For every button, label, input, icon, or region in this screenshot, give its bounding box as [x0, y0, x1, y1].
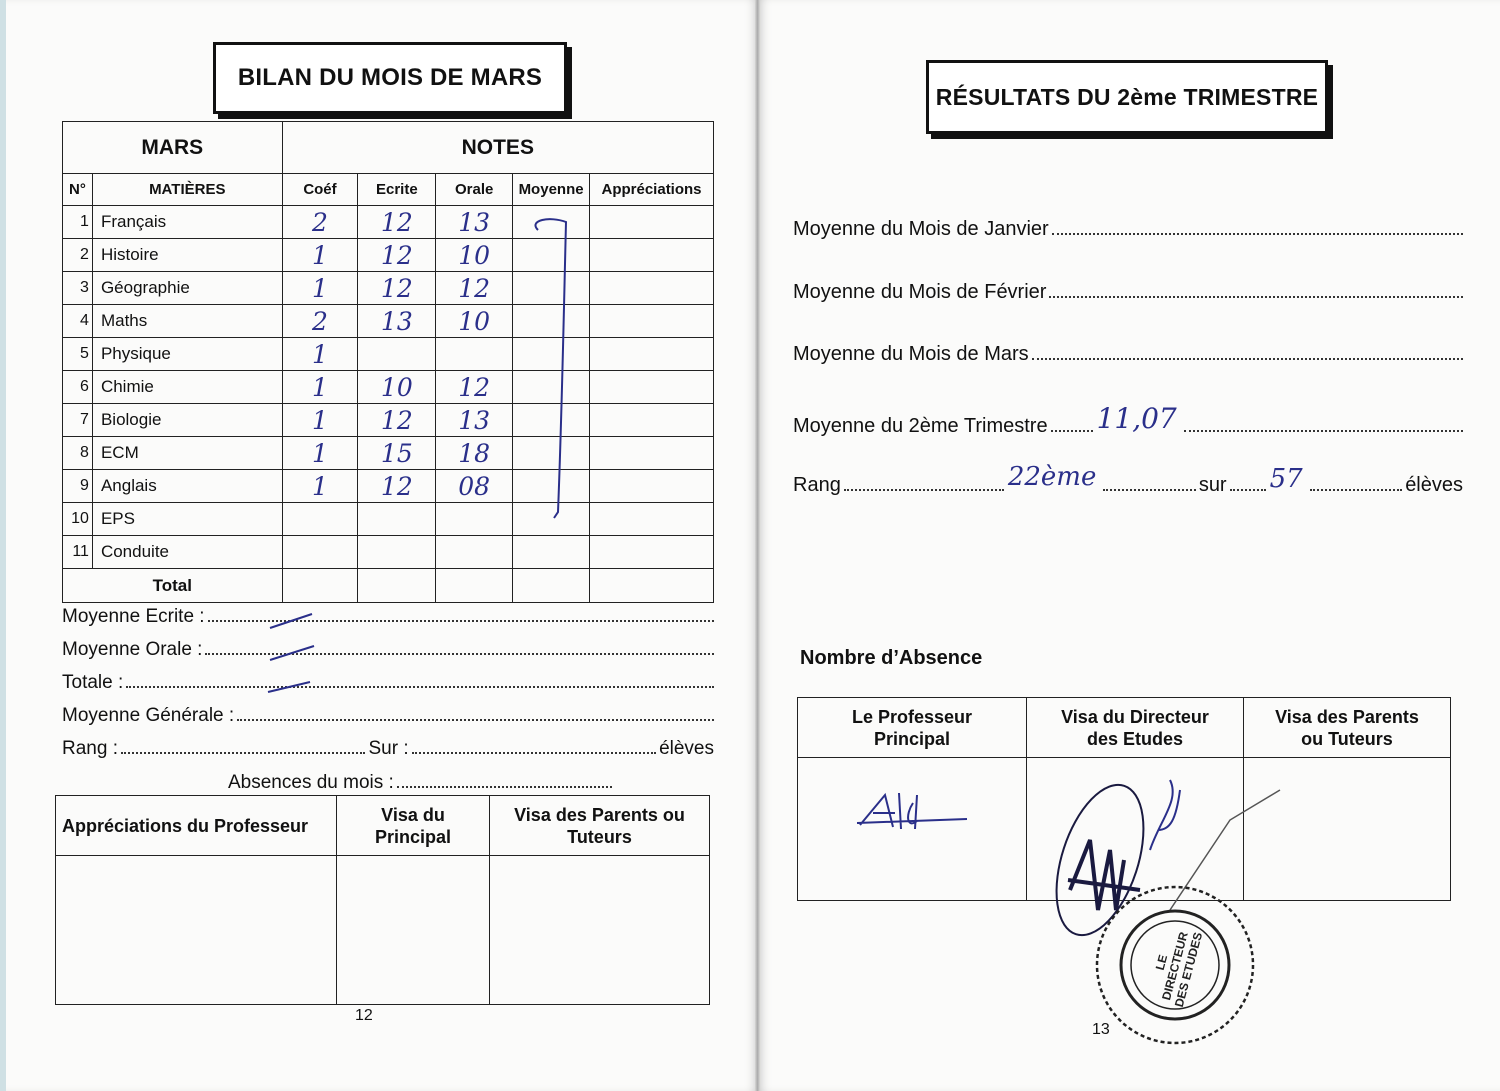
moyenne-fevrier-label: Moyenne du Mois de Février — [793, 281, 1047, 303]
handwritten-strokes — [262, 606, 322, 696]
table-row — [63, 437, 714, 470]
subject-name: Géographie — [92, 272, 282, 305]
page-title: BILAN DU MOIS DE MARS — [213, 42, 567, 114]
total-label: Total — [63, 569, 283, 603]
column-header-appreciations: Appréciations — [590, 174, 714, 206]
appreciation-cell[interactable] — [590, 437, 714, 470]
sig-box-parents[interactable] — [490, 856, 710, 1005]
moyenne-orale-label: Moyenne Orale : — [62, 639, 203, 660]
moyenne-cell[interactable] — [513, 206, 590, 239]
table-row — [63, 503, 714, 536]
orale-value[interactable]: 18 — [436, 437, 513, 470]
appreciation-cell[interactable] — [590, 206, 714, 239]
rang-line — [62, 738, 714, 760]
orale-value[interactable]: 08 — [436, 470, 513, 503]
row-number: 9 — [63, 470, 93, 503]
rang-line-right — [793, 462, 1463, 498]
sig-box-professeur[interactable] — [56, 856, 337, 1005]
row-number: 11 — [63, 536, 93, 569]
orale-value[interactable]: 13 — [436, 206, 513, 239]
subject-name: Maths — [92, 305, 282, 338]
table-row — [63, 404, 714, 437]
appreciation-cell[interactable] — [590, 470, 714, 503]
coef-value[interactable] — [282, 503, 358, 536]
column-header-coef: Coéf — [282, 174, 358, 206]
row-number: 3 — [63, 272, 93, 305]
table-row — [63, 305, 714, 338]
moyenne-cell[interactable] — [513, 470, 590, 503]
left-signature-table — [55, 795, 710, 1005]
ecrite-value[interactable]: 12 — [358, 206, 436, 239]
coef-value[interactable]: 1 — [282, 272, 358, 305]
sig-header-directeur: Visa du Directeur des Etudes — [1027, 698, 1244, 758]
coef-value[interactable]: 1 — [282, 338, 358, 371]
page-edge — [0, 0, 6, 1091]
page-number-left: 12 — [355, 1007, 373, 1024]
row-number: 2 — [63, 239, 93, 272]
row-number: 5 — [63, 338, 93, 371]
moyenne-generale-line — [62, 705, 714, 727]
rang-label: Rang : — [62, 738, 118, 759]
moyenne-cell[interactable] — [513, 536, 590, 569]
ecrite-value[interactable]: 13 — [358, 305, 436, 338]
sig-header-professeur: Appréciations du Professeur — [56, 796, 337, 856]
ecrite-value[interactable]: 15 — [358, 437, 436, 470]
sig-header-prof-principal: Le Professeur Principal — [798, 698, 1027, 758]
notes-header: NOTES — [282, 122, 713, 174]
moyenne-cell[interactable] — [513, 239, 590, 272]
appreciation-cell[interactable] — [590, 272, 714, 305]
coef-value[interactable]: 1 — [282, 404, 358, 437]
table-row — [63, 338, 714, 371]
trimestre-average-value: 11,07 — [1096, 402, 1177, 435]
professor-signature — [855, 785, 975, 845]
sig-header-parents-right: Visa des Parents ou Tuteurs — [1244, 698, 1451, 758]
subject-name: Biologie — [92, 404, 282, 437]
orale-value[interactable] — [436, 536, 513, 569]
subject-name: Chimie — [92, 371, 282, 404]
column-header-num: N° — [63, 174, 93, 206]
moyenne-ecrite-line — [62, 606, 714, 628]
moyenne-trimestre-line — [793, 402, 1463, 439]
subject-name: Histoire — [92, 239, 282, 272]
subject-name: ECM — [92, 437, 282, 470]
orale-value[interactable] — [436, 503, 513, 536]
coef-value[interactable]: 1 — [282, 470, 358, 503]
column-header-moyenne: Moyenne — [513, 174, 590, 206]
stamp-text: LE DIRECTEUR DES ETUDES — [1152, 930, 1206, 1009]
totale-label: Totale : — [62, 672, 124, 693]
subject-name: Conduite — [92, 536, 282, 569]
sur-label-right: sur — [1198, 474, 1227, 496]
absence-heading: Nombre d’Absence — [800, 647, 983, 669]
orale-value[interactable]: 10 — [436, 239, 513, 272]
moyenne-trimestre-label: Moyenne du 2ème Trimestre — [793, 415, 1048, 437]
coef-value[interactable]: 1 — [282, 371, 358, 404]
total-ecrite — [358, 569, 436, 603]
moyenne-cell[interactable] — [513, 371, 590, 404]
ecrite-value[interactable] — [358, 338, 436, 371]
orale-value[interactable]: 13 — [436, 404, 513, 437]
ecrite-value[interactable]: 12 — [358, 272, 436, 305]
column-header-ecrite: Ecrite — [358, 174, 436, 206]
table-row — [63, 272, 714, 305]
table-row — [63, 536, 714, 569]
ecrite-value[interactable] — [358, 503, 436, 536]
moyenne-cell[interactable] — [513, 404, 590, 437]
moyenne-cell[interactable] — [513, 272, 590, 305]
subject-name: Physique — [92, 338, 282, 371]
total-appreciations — [590, 569, 714, 603]
table-row — [63, 239, 714, 272]
absences-line — [228, 772, 612, 794]
appreciation-cell[interactable] — [590, 371, 714, 404]
ecrite-value[interactable]: 12 — [358, 404, 436, 437]
moyenne-mars-line — [793, 343, 1463, 366]
sig-header-principal: Visa du Principal — [337, 796, 490, 856]
month-header: MARS — [63, 122, 283, 174]
eleves-label-right: élèves — [1405, 474, 1463, 496]
orale-value[interactable]: 12 — [436, 371, 513, 404]
coef-value[interactable]: 1 — [282, 239, 358, 272]
orale-value[interactable]: 10 — [436, 305, 513, 338]
subject-name: Anglais — [92, 470, 282, 503]
subject-name: EPS — [92, 503, 282, 536]
coef-value[interactable]: 2 — [282, 206, 358, 239]
results-title: RÉSULTATS DU 2ème TRIMESTRE — [926, 60, 1328, 134]
rang-value: 22ème — [1007, 462, 1097, 492]
sig-header-parents: Visa des Parents ou Tuteurs — [490, 796, 710, 856]
ecrite-value[interactable] — [358, 536, 436, 569]
row-number: 6 — [63, 371, 93, 404]
moyenne-cell[interactable] — [513, 305, 590, 338]
orale-value[interactable]: 12 — [436, 272, 513, 305]
appreciation-cell[interactable] — [590, 338, 714, 371]
appreciation-cell[interactable] — [590, 404, 714, 437]
moyenne-generale-label: Moyenne Générale : — [62, 705, 235, 726]
rang-label-right: Rang — [793, 474, 841, 496]
moyenne-cell[interactable] — [513, 338, 590, 371]
ecrite-value[interactable]: 10 — [358, 371, 436, 404]
sur-value: 57 — [1269, 464, 1303, 494]
coef-value[interactable] — [282, 536, 358, 569]
row-number: 1 — [63, 206, 93, 239]
table-row — [63, 371, 714, 404]
moyenne-cell[interactable] — [513, 503, 590, 536]
appreciation-cell[interactable] — [590, 503, 714, 536]
moyenne-fevrier-line — [793, 281, 1463, 304]
moyenne-ecrite-label: Moyenne Ecrite : — [62, 606, 205, 627]
moyenne-cell[interactable] — [513, 437, 590, 470]
sur-label: Sur : — [368, 738, 409, 759]
column-header-orale: Orale — [436, 174, 513, 206]
total-coef — [282, 569, 358, 603]
ecrite-value[interactable]: 12 — [358, 470, 436, 503]
total-moyenne — [513, 569, 590, 603]
page-number-right: 13 — [1092, 1021, 1110, 1038]
totale-line — [62, 672, 714, 694]
row-number: 4 — [63, 305, 93, 338]
sig-box-principal[interactable] — [337, 856, 490, 1005]
moyenne-janvier-label: Moyenne du Mois de Janvier — [793, 218, 1049, 240]
subject-name: Français — [92, 206, 282, 239]
coef-value[interactable]: 1 — [282, 437, 358, 470]
book-spine — [755, 0, 760, 1091]
ecrite-value[interactable]: 12 — [358, 239, 436, 272]
orale-value[interactable] — [436, 338, 513, 371]
moyenne-mars-label: Moyenne du Mois de Mars — [793, 343, 1029, 365]
eleves-label: élèves — [659, 738, 714, 759]
column-header-matieres: MATIÈRES — [92, 174, 282, 206]
grades-table — [62, 121, 714, 603]
table-row — [63, 470, 714, 503]
coef-value[interactable]: 2 — [282, 305, 358, 338]
total-orale — [436, 569, 513, 603]
moyenne-orale-line — [62, 639, 714, 661]
absences-label: Absences du mois : — [228, 772, 394, 793]
moyenne-janvier-line — [793, 218, 1463, 241]
row-number: 8 — [63, 437, 93, 470]
row-number: 7 — [63, 404, 93, 437]
appreciation-cell[interactable] — [590, 536, 714, 569]
appreciation-cell[interactable] — [590, 239, 714, 272]
table-row — [63, 206, 714, 239]
appreciation-cell[interactable] — [590, 305, 714, 338]
row-number: 10 — [63, 503, 93, 536]
